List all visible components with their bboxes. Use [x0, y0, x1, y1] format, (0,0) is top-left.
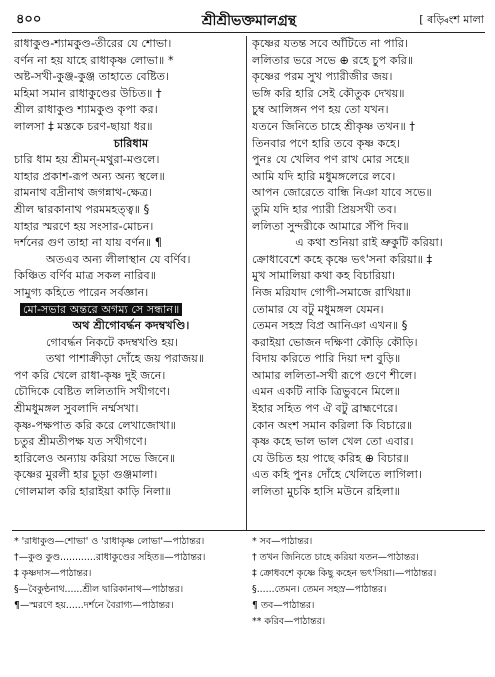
footnote: * সব—পাঠান্তর।	[252, 536, 313, 547]
verse-line: তথা পাশাক্রীড়া দোঁহে জয় পরাজয়॥	[46, 352, 205, 366]
verse-line: বিদায় করিতে পারি দিয়া দশ বুড়ি॥	[252, 352, 401, 366]
verse-line: চৌদিকে বেষ্টিত ললিতাদি সখীগণে।	[14, 385, 171, 399]
verse-line: শ্রীল রাধাকুণ্ড শ্যামকুণ্ড কৃপা কর।	[14, 103, 158, 117]
verse-line: চারি ধাম হয় শ্রীমন্‌-মথুরা-মণ্ডলে।	[14, 153, 160, 167]
footnote: †—কুণ্ড কুণ্ড............রাধাকুণ্ডের সহিত॥—পাঠান্তর।	[14, 552, 206, 563]
verse-line: এত কহি পুনঃ দোঁহে খেলিতে লাগিলা।	[252, 468, 422, 482]
verse-line: অষ্ট-সখী-কুঞ্জ-কুঞ্জ তাহাতে বেষ্টিত।	[14, 70, 170, 84]
page-header	[14, 8, 484, 30]
page-title: শ্রীশ্রীভক্তমালগ্রন্থ	[201, 13, 297, 29]
footnote: ‡ ক্রোধবশে কৃষ্ণে কিছু কহেন ভৎ'সিয়া।—পাঠান্তর।	[252, 568, 437, 579]
verse-line: করাইয়া ভোজন দক্ষিণা কৌড়ি কৌড়ি।	[252, 335, 418, 349]
section-heading: চারিধাম	[113, 136, 149, 150]
left-footnotes	[14, 534, 244, 614]
verse-line: রামনাথ বদ্রীনাথ জগন্নাথ-ক্ষেত্র।	[14, 186, 152, 200]
footnote: ** করিব—পাঠান্তর।	[252, 616, 326, 627]
verse-line: সামুগ্য কহিতে পারেন সর্বজ্ঞান।	[14, 285, 149, 299]
verse-line: যাহার স্মরণে হয় সংসার-মোচন।	[14, 219, 154, 233]
footnote: ‡ কৃষ্ণদাস—পাঠান্তর।	[14, 568, 92, 579]
verse-line: কৃষ্ণের পরম সুখ প্যারীজীর জয়।	[252, 70, 393, 84]
verse-line: আমি যদি হারি মধুমঙ্গলেরে লবে।	[252, 169, 396, 183]
verse-line: তোমার যে বটু মধুমঙ্গল যেমন।	[252, 302, 384, 316]
right-footnotes	[252, 534, 482, 630]
verse-line: তেমন সহস্র বিপ্র আনিঞা এখন॥ §	[252, 319, 408, 333]
header-rule	[12, 32, 485, 33]
verse-line: পণ করি খেলে রাধা-কৃষ্ণ দুই জনে।	[14, 368, 166, 382]
verse-line	[14, 302, 248, 319]
section-label: [ ৰড়্বিংশ মালা	[419, 13, 484, 26]
left-verse-column	[14, 36, 248, 501]
footnote: * 'রাধাকুণ্ড—শোভা' ও 'রাধাকৃষ্ণ লোভা'—পাঠান্তর।	[14, 536, 205, 547]
verse-line: তুমি যদি হার প্যারী প্রিয়সখী তব।	[252, 202, 397, 216]
footnote: ¶—স্মরণে হয়......দর্শনে বৈরাগ্য—পাঠান্তর।	[14, 600, 174, 611]
verse-line: মুখ সামালিয়া কথা কহ বিচারিয়া।	[252, 269, 396, 283]
verse-line: গোলমাল করি হারাইয়া কাড়ি নিলা॥	[14, 485, 171, 499]
footnote-rule	[12, 530, 485, 531]
section-heading: অথ শ্রীগোবর্দ্ধন কদম্বখণ্ডি।	[72, 319, 190, 333]
verse-line: শ্রীমধুমঙ্গল সুবলাদি নর্ম্মসখা।	[14, 402, 139, 416]
verse-line: অতএব অন্য লীলাস্থান যে বর্ণিব।	[46, 252, 191, 266]
verse-line: কৃষ্ণের মুরলী হার চূড়া গুঞ্জমালা।	[14, 468, 158, 482]
verse-line: পুনঃ যে খেলিব পণ রাখ মোর সহে॥	[252, 153, 410, 167]
verse-line: এমন একটি নাকি ত্রিভুবনে মিলে॥	[252, 385, 400, 399]
verse-line: হারিলেও অন্যায় করিয়া সভে জিনে॥	[14, 451, 176, 465]
verse-line: যে উচিত হয় পাছে করিহ ⊕ বিচার॥	[252, 451, 409, 465]
verse-line: ললিতা মুচকি হাসি মউনে রহিলা॥	[252, 485, 400, 499]
footnote: §—বৈকুণ্ঠনাথ......শ্রীল দ্বারিকানাথ—পাঠান্তর।	[14, 584, 184, 595]
verse-line: আমার ললিতা-সখী রূপে গুণে শীলে।	[252, 368, 417, 382]
verse-line: দর্শনের গুণ তাহা না যায় বর্ণন॥ ¶	[14, 236, 162, 250]
verse-line: ললিতা সুন্দরীকে আমারে সঁপি দিব॥	[252, 219, 409, 233]
verse-line: মহিমা সমান রাধাকুণ্ডের উচিত॥ †	[14, 86, 162, 100]
verse-line: লালসা ‡ মস্তকে চরণ-ছায়া ধর॥	[14, 119, 153, 133]
verse-line: ললিতার ভরে সভে ⊕ রহে চুপ করি॥	[252, 53, 414, 67]
footnote: † তখন জিনিতে চাহে করিয়া যতন—পাঠান্তর।	[252, 552, 419, 563]
right-verse-column	[252, 36, 486, 501]
verse-line: কৃষ্ণের যতন্ত সবে আঁটিতে না পারি।	[252, 37, 408, 50]
verse-line: তিনবার পণে হারি তবে কৃষ্ণ কহে।	[252, 136, 400, 150]
verse-line: কৃষ্ণ-পক্ষপাত করি করে লেখাজোখা॥	[14, 418, 176, 432]
page-number: ৪০০	[16, 12, 42, 27]
verse-line: কোন অংশ সমান করিলা কি বিচারে॥	[252, 418, 413, 432]
verse-line: রাধাকুণ্ড-শ্যামকুণ্ড-তীরের যে শোভা।	[14, 37, 172, 50]
verse-line: চতুর শ্রীমতীপক্ষ যত সখীগণে।	[14, 435, 147, 449]
verse-line: শ্রীল দ্বারকানাথ পরমমহত্ত্ব॥ §	[14, 202, 150, 216]
verse-line: নিজ মরিযাদ গোপী-সমাজে রাখিয়া॥	[252, 285, 412, 299]
verse-line: ইহার সহিত পণ ঐ বটু ব্রাহ্মণেরে।	[252, 402, 398, 416]
footnote: ¶ তব—পাঠান্তর।	[252, 600, 315, 611]
verse-line: গোবর্দ্ধন নিকটে কদম্বখণ্ডি হয়।	[46, 335, 178, 349]
verse-line: যাহার প্রকাশ-রূপ অন্য অন্য স্থলে॥	[14, 169, 165, 183]
verse-line: আপন জোরেতে বান্ধি নিঞা যাবে সভে॥	[252, 186, 432, 200]
footnote: §......তেমন। তেমন সহস্র—পাঠান্তর।	[252, 584, 387, 595]
verse-line: এ কথা শুনিয়া রাই ভ্রুকুটি করিয়া।	[295, 236, 443, 250]
verse-line: চুম্ব আলিঙ্গন পণ হয় তো যখন।	[252, 103, 389, 117]
verse-line: ক্রোধাবেশে কহে কৃষ্ণে ভৎ'সনা করিয়া॥ ‡	[252, 252, 433, 266]
verse-line: কৃষ্ণ কহে ভাল ভাল খেল তো এবার।	[252, 435, 414, 449]
verse-line: কিঞ্চিত বর্ণিব মাত্র সকল নারিব॥	[14, 269, 157, 283]
verse-line: ভঙ্গি করি হারি সেই কৌতুক দেখয়॥	[252, 86, 405, 100]
verse-line: বর্ণন না হয় যাহে রাধাকৃষ্ণ লোভা॥ *	[14, 53, 174, 67]
verse-line-highlighted: মো-সভার অন্তরে অগম্য সে সন্ধান॥	[20, 303, 182, 316]
verse-line: যতনে জিনিতে চাহে শ্রীকৃষ্ণ তখন॥ †	[252, 119, 415, 133]
